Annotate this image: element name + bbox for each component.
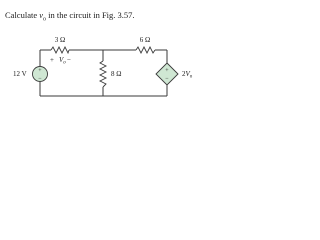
vo-minus: −	[67, 56, 71, 64]
dep-source-minus-sign: −	[165, 76, 169, 82]
prompt-subscript: o	[43, 16, 47, 23]
prompt-variable: v	[39, 10, 44, 20]
resistor-6-ohm	[136, 47, 155, 53]
resistor-3-ohm	[51, 47, 69, 53]
prompt-lead: Calculate	[5, 10, 40, 20]
label-6-ohm: 6 Ω	[139, 36, 151, 44]
dep-var: V	[185, 70, 190, 78]
dependent-source-label	[182, 70, 193, 80]
vo-plus: +	[50, 56, 54, 64]
label-3-ohm: 3 Ω	[54, 36, 66, 44]
dep-coef: 2	[182, 70, 186, 78]
vo-sub: o	[63, 60, 66, 66]
source-plus-sign: +	[38, 68, 42, 74]
vo-var: V	[59, 56, 64, 64]
dep-source-plus-sign: +	[165, 68, 169, 74]
circuit-diagram	[0, 0, 193, 114]
prompt-tail: in the circuit in Fig. 3.57.	[46, 10, 135, 20]
label-12v: 12 V	[13, 70, 27, 78]
resistor-8-ohm	[100, 61, 106, 87]
label-8-ohm: 8 Ω	[111, 70, 122, 78]
dep-sub: o	[189, 74, 193, 80]
vo-label	[59, 56, 66, 66]
source-minus-sign: −	[38, 76, 42, 82]
